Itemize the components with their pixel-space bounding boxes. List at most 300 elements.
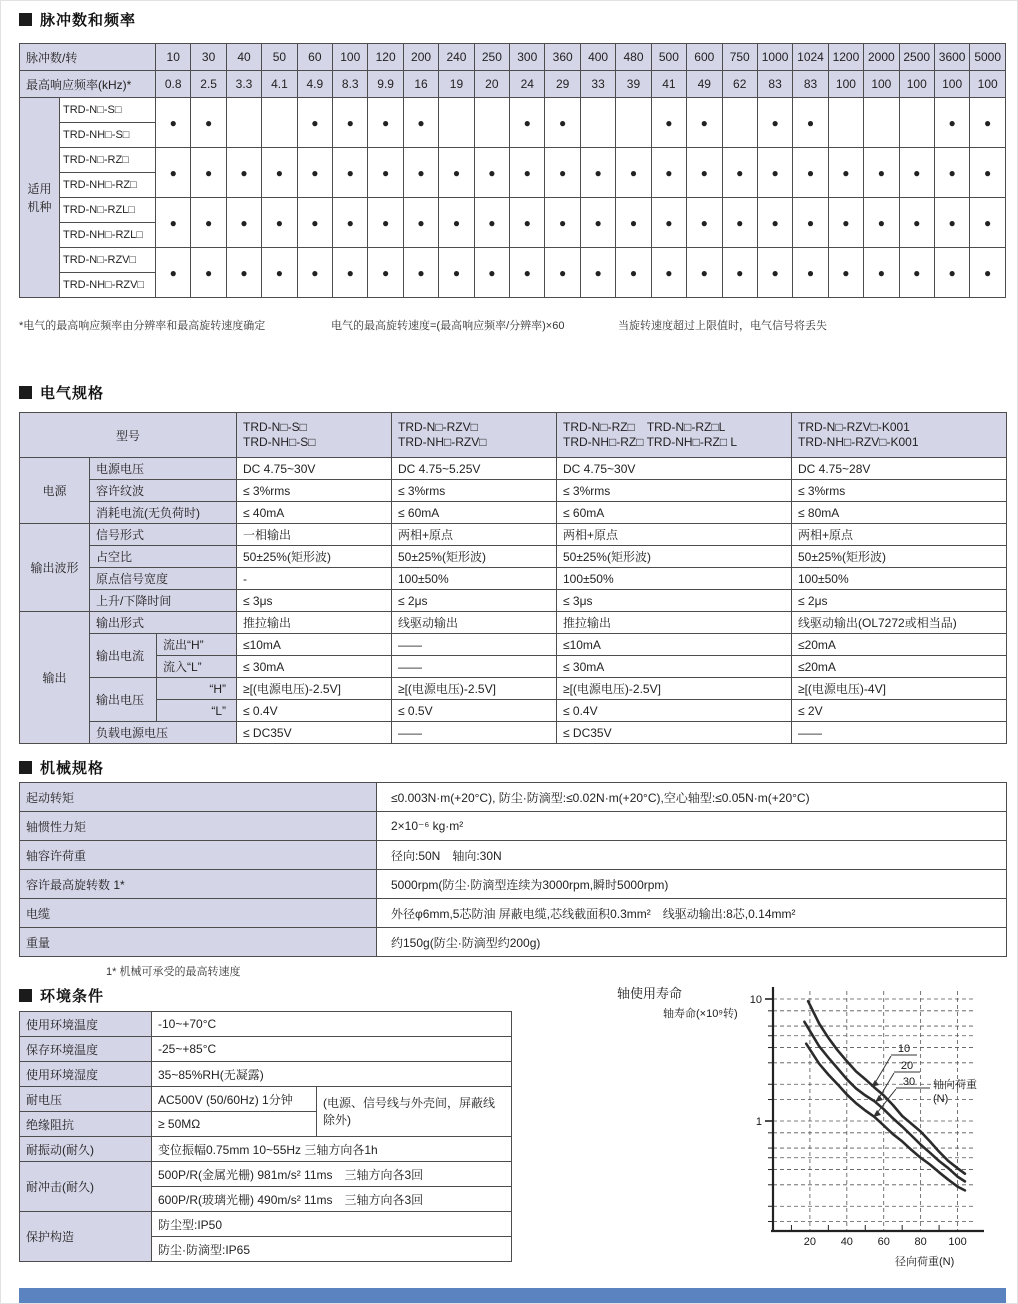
frequency-value: 0.8 [156,71,191,98]
row-ripple [20,480,1007,502]
cell: ≤ 30mA [557,656,792,678]
model-name: TRD-N□-RZV□ [398,420,478,434]
cell: -10~+70°C [152,1012,512,1037]
row-storage-temp [20,1037,512,1062]
chart-y-axis-label: 轴寿命(×10⁹转) [663,1008,738,1020]
frequency-value: 100 [828,71,863,98]
cell: ≤ 3%rms [792,480,1007,502]
applicability-dot-cell: ● [226,198,261,248]
cell: ≤ 3μs [237,590,392,612]
section-square-icon [19,13,32,26]
cell: ≤ 2μs [392,590,557,612]
row-label: 轴惯性力矩 [20,812,377,841]
frequency-value: 33 [580,71,615,98]
pulse-count-value: 240 [439,44,474,71]
cell: —— [392,656,557,678]
group-output-voltage: 输出电压 [90,678,157,722]
row-zero-width [20,568,1007,590]
row-label: 电缆 [20,899,377,928]
applicability-dot-cell: ● [651,148,686,198]
applicability-dot-cell: ● [191,198,226,248]
cell: 两相+原点 [557,524,792,546]
series-label-arrowhead [875,1095,883,1102]
section-heading-electrical [19,382,104,403]
applicability-dot-cell: ● [687,248,722,298]
applicability-dot-cell: ● [970,98,1006,148]
frequency-value: 3.3 [226,71,261,98]
applicability-dot-cell: ● [262,248,297,298]
cell: ≥[(电源电压)-4V] [792,678,1007,700]
electrical-spec-table [19,412,1007,744]
applicability-dot-cell: ● [970,148,1006,198]
applicability-dot-cell: ● [368,198,403,248]
row-label: 电源电压 [90,458,237,480]
applicability-dot-cell: ● [545,248,580,298]
pulse-count-value: 100 [333,44,368,71]
model-row [20,98,1006,123]
applicability-dot-cell: ● [156,198,191,248]
pulse-count-value: 1024 [793,44,828,71]
applicability-dot-cell: ● [191,248,226,298]
applicability-dot-cell [226,98,261,148]
applicability-dot-cell: ● [651,248,686,298]
model-row [20,198,1006,223]
environment-table [19,1011,512,1262]
frequency-value: 29 [545,71,580,98]
pulse-count-value: 500 [651,44,686,71]
applicability-dot-cell: ● [297,98,332,148]
model-name-cell: TRD-NH□-RZV□ [60,273,156,298]
cell: 100±50% [557,568,792,590]
group-output-current: 输出电流 [90,634,157,678]
applicability-dot-cell: ● [439,198,474,248]
cell: ≤ 3%rms [392,480,557,502]
applicability-dot-cell: ● [226,148,261,198]
applicability-dot-cell: ● [934,248,969,298]
applicability-dot-cell: ● [191,98,226,148]
applicability-dot-cell: ● [899,248,934,298]
model-name-cell: TRD-N□-RZ□ [60,148,156,173]
applicability-dot-cell: ● [439,148,474,198]
frequency-value: 100 [934,71,969,98]
applicability-dot-cell: ● [156,148,191,198]
row-max-speed [20,870,1007,899]
pulse-footnote-2: 电气的最高旋转速度=(最高响应频率/分辨率)×60 [331,320,565,332]
applicability-dot-cell: ● [722,248,757,298]
applicability-dot-cell: ● [580,148,615,198]
row-label: 耐电压 [20,1087,152,1112]
cell: ≤ 2V [792,700,1007,722]
cell: 50±25%(矩形波) [237,546,392,568]
mechanical-footnote: 1* 机械可承受的最高转速度 [106,966,241,978]
frequency-value: 9.9 [368,71,403,98]
cell: 约150g(防尘·防滴型约200g) [377,928,1007,957]
frequency-value: 100 [899,71,934,98]
pulse-count-value: 2500 [899,44,934,71]
cell: —— [392,634,557,656]
cell: - [237,568,392,590]
model-name: TRD-N□-RZV□-K001 [798,420,910,434]
cell: 外径φ6mm,5芯防油 屏蔽电缆,芯线截面积0.3mm² 线驱动输出:8芯,0.14mm² [377,899,1007,928]
model-column-rzv [392,413,557,458]
pulse-count-value: 60 [297,44,332,71]
pulse-count-value: 250 [474,44,509,71]
row-label: 保护构造 [20,1212,152,1262]
pulse-count-value: 200 [403,44,438,71]
applicability-dot-cell: ● [793,198,828,248]
applicability-dot-cell: ● [722,148,757,198]
row-rise-fall [20,590,1007,612]
cell: 线驱动输出(OL7272或相当品) [792,612,1007,634]
applicability-dot-cell: ● [970,198,1006,248]
applicability-dot-cell: ● [510,248,545,298]
applicability-dot-cell [262,98,297,148]
applicability-dot-cell: ● [687,98,722,148]
pulse-count-value: 50 [262,44,297,71]
cell: ≤ 3%rms [237,480,392,502]
model-name: TRD-NH□-RZV□-K001 [798,435,919,449]
cell: ≥[(电源电压)-2.5V] [392,678,557,700]
applicability-dot-cell: ● [474,248,509,298]
applicability-dot-cell: ● [545,198,580,248]
footer-bar [19,1288,1006,1303]
row-humidity [20,1062,512,1087]
applicability-dot-cell: ● [191,148,226,198]
row-shaft-load [20,841,1007,870]
applicability-dot-cell: ● [474,148,509,198]
applicability-dot-cell: ● [651,198,686,248]
pulse-footnotes [19,317,1006,333]
section-title: 机械规格 [40,760,105,777]
model-name: TRD-NH□-S□ [243,435,316,449]
applicability-dot-cell: ● [156,248,191,298]
pulse-count-value: 480 [616,44,651,71]
row-current [20,502,1007,524]
pulse-header-row [20,44,1006,71]
cell: ≤10mA [557,634,792,656]
model-name-cell: TRD-NH□-RZ□ [60,173,156,198]
cell: -25~+85°C [152,1037,512,1062]
model-name-cell: TRD-N□-RZL□ [60,198,156,223]
model-name-cell: TRD-NH□-S□ [60,123,156,148]
cell: 两相+原点 [792,524,1007,546]
applicability-dot-cell: ● [864,198,899,248]
chart-title: 轴使用寿命 [617,986,683,1001]
applicability-dot-cell: ● [793,148,828,198]
model-header: 型号 [20,413,237,458]
row-label: 轴容许荷重 [20,841,377,870]
pulse-table-body [20,98,1006,298]
model-name-cell: TRD-NH□-RZL□ [60,223,156,248]
row-withstand-voltage [20,1087,512,1112]
frequency-header-row [20,71,1006,98]
cell: ≥[(电源电压)-2.5V] [237,678,392,700]
applicability-dot-cell: ● [793,248,828,298]
applicability-dot-cell: ● [757,198,792,248]
applicability-dot-cell: ● [545,98,580,148]
series-label-20: 20 [900,1060,914,1072]
row-starting-torque [20,783,1007,812]
row-label: 容许最高旋转数 1* [20,870,377,899]
mechanical-spec-table [19,782,1007,957]
pulse-count-value: 2000 [864,44,899,71]
row-label: 容许纹波 [90,480,237,502]
cell: ≤10mA [237,634,392,656]
applicability-dot-cell: ● [510,198,545,248]
cell: ≤20mA [792,634,1007,656]
applicability-dot-cell: ● [934,198,969,248]
applicability-dot-cell: ● [899,148,934,198]
applicability-dot-cell: ● [403,98,438,148]
cell: 50±25%(矩形波) [792,546,1007,568]
model-name: TRD-N□-S□ [243,420,307,434]
y-tick-label: 1 [755,1116,762,1128]
cell: ≤ 30mA [237,656,392,678]
row-vibration [20,1137,512,1162]
series-label-10: 10 [897,1043,911,1055]
frequency-value: 49 [687,71,722,98]
frequency-value: 24 [510,71,545,98]
applicability-dot-cell: ● [899,198,934,248]
row-label: 绝缘阻抗 [20,1112,152,1137]
cell: 600P/R(玻璃光栅) 490m/s² 11ms 三轴方向各3回 [152,1187,512,1212]
applicable-models-label-line: 机种 [27,199,52,214]
applicable-models-label [20,98,60,298]
applicability-dot-cell: ● [297,198,332,248]
x-tick-label: 100 [948,1236,967,1248]
applicability-dot-cell: ● [651,98,686,148]
section-square-icon [19,989,32,1002]
pulse-count-value: 300 [510,44,545,71]
pulse-count-value: 400 [580,44,615,71]
cell: ≤ 80mA [792,502,1007,524]
cell: DC 4.75~30V [557,458,792,480]
cell: DC 4.75~30V [237,458,392,480]
applicability-dot-cell [899,98,934,148]
applicability-dot-cell: ● [580,248,615,298]
applicability-dot-cell: ● [368,148,403,198]
applicability-dot-cell: ● [616,248,651,298]
cell: DC 4.75~28V [792,458,1007,480]
pulse-footnote-1: *电气的最高响应频率由分辨率和最高旋转速度确定 [19,320,266,332]
row-label: 占空比 [90,546,237,568]
cell: 100±50% [392,568,557,590]
row-load-voltage [20,722,1007,744]
applicability-dot-cell: ● [757,148,792,198]
x-tick-label: 40 [840,1236,853,1248]
pulse-count-value: 600 [687,44,722,71]
cell: 防尘型:IP50 [152,1212,512,1237]
cell: 变位振幅0.75mm 10~55Hz 三轴方向各1h [152,1137,512,1162]
pulse-count-value: 10 [156,44,191,71]
model-column-s [237,413,392,458]
frequency-value: 100 [864,71,899,98]
frequency-value: 100 [970,71,1006,98]
cell: 线驱动输出 [392,612,557,634]
applicability-dot-cell: ● [934,148,969,198]
row-signal-form [20,524,1007,546]
applicability-dot-cell: ● [368,248,403,298]
cell: 100±50% [792,568,1007,590]
frequency-value: 4.1 [262,71,297,98]
cell: 2×10⁻⁶ kg·m² [377,812,1007,841]
row-shock-1 [20,1162,512,1187]
row-label: 重量 [20,928,377,957]
section-square-icon [19,761,32,774]
applicability-dot-cell: ● [439,248,474,298]
cell: 防尘·防滴型:IP65 [152,1237,512,1262]
group-output: 输出 [20,612,90,744]
section-heading-pulse [19,9,136,30]
pulse-count-value: 1000 [757,44,792,71]
series-label-arrowhead [871,1080,879,1087]
frequency-value: 41 [651,71,686,98]
row-voltage-h [20,678,1007,700]
applicability-dot-cell: ● [828,148,863,198]
row-sublabel: 流出“H” [157,634,237,656]
applicability-dot-cell: ● [333,148,368,198]
shaft-life-chart [613,981,1013,1281]
applicability-dot-cell: ● [403,148,438,198]
applicability-dot-cell: ● [757,248,792,298]
x-tick-label: 80 [914,1236,927,1248]
applicability-dot-cell: ● [864,148,899,198]
pulse-count-value: 1200 [828,44,863,71]
row-voltage-l [20,700,1007,722]
applicability-dot-cell: ● [828,248,863,298]
section-heading-environment [19,985,104,1006]
applicability-dot-cell: ● [474,198,509,248]
pulse-frequency-table [19,43,1006,298]
frequency-value: 39 [616,71,651,98]
cell: 径向:50N 轴向:30N [377,841,1007,870]
cell: ≤20mA [792,656,1007,678]
model-name: TRD-NH□-RZV□ [398,435,487,449]
x-tick-label: 60 [877,1236,890,1248]
applicability-dot-cell: ● [793,98,828,148]
withstand-note: (电源、信号线与外壳间，屏蔽线除外) [317,1087,512,1137]
section-heading-mechanical [19,757,104,778]
row-supply-voltage [20,458,1007,480]
cell: 两相+原点 [392,524,557,546]
y-tick-label: 10 [749,994,762,1006]
pulse-count-value: 750 [722,44,757,71]
frequency-value: 8.3 [333,71,368,98]
row-label: 耐振动(耐久) [20,1137,152,1162]
frequency-value: 62 [722,71,757,98]
applicability-dot-cell [828,98,863,148]
row-cable [20,899,1007,928]
cell: ≥[(电源电压)-2.5V] [557,678,792,700]
model-name-cell: TRD-N□-RZV□ [60,248,156,273]
cell: ≤ 60mA [392,502,557,524]
applicability-dot-cell: ● [580,198,615,248]
cell: ≤ 3μs [557,590,792,612]
applicability-dot-cell: ● [864,248,899,298]
pulse-count-value: 3600 [934,44,969,71]
cell: —— [392,722,557,744]
model-name: TRD-NH□-RZ□ TRD-NH□-RZ□ L [563,435,738,449]
applicability-dot-cell: ● [687,148,722,198]
series-label-30: 30 [902,1076,916,1088]
pulse-footnote-3: 当旋转速度超过上限值时，电气信号将丢失 [618,320,827,332]
applicability-dot-cell: ● [333,248,368,298]
applicability-dot-cell: ● [722,198,757,248]
chart-series-group-label: 轴向荷重(N) [933,1079,977,1106]
row-label: 保存环境温度 [20,1037,152,1062]
cell: —— [792,722,1007,744]
model-row [20,248,1006,273]
applicability-dot-cell: ● [687,198,722,248]
applicability-dot-cell: ● [297,148,332,198]
frequency-value: 20 [474,71,509,98]
applicability-dot-cell [864,98,899,148]
section-square-icon [19,386,32,399]
section-title: 脉冲数和频率 [40,12,137,29]
cell: 50±25%(矩形波) [392,546,557,568]
row-sublabel: “L” [157,700,237,722]
cell: 35~85%RH(无凝露) [152,1062,512,1087]
row-source-h [20,634,1007,656]
cell: 5000rpm(防尘·防滴型连续为3000rpm,瞬时5000rpm) [377,870,1007,899]
pulse-count-value: 120 [368,44,403,71]
applicability-dot-cell: ● [262,148,297,198]
group-power: 电源 [20,458,90,524]
model-column-rz [557,413,792,458]
series-label-leader [875,1056,891,1083]
series-label-arrowhead [873,1110,881,1117]
applicability-dot-cell [616,98,651,148]
applicability-dot-cell [722,98,757,148]
applicability-dot-cell [580,98,615,148]
row-sublabel: “H” [157,678,237,700]
row-weight [20,928,1007,957]
applicability-dot-cell: ● [970,248,1006,298]
frequency-value: 2.5 [191,71,226,98]
cell: ≤0.003N·m(+20°C), 防尘·防滴型:≤0.02N·m(+20°C),空心轴型:≤0.05N·m(+20°C) [377,783,1007,812]
applicability-dot-cell: ● [510,148,545,198]
model-name: TRD-N□-RZ□ TRD-N□-RZ□L [563,420,726,434]
cell: ≤ 0.4V [237,700,392,722]
section-title: 电气规格 [40,385,105,402]
frequency-label: 最高响应频率(kHz)* [20,71,156,98]
row-label: 耐冲击(耐久) [20,1162,152,1212]
shaft-life-chart-svg [613,981,1013,1277]
section-title: 环境条件 [40,988,105,1005]
frequency-value: 16 [403,71,438,98]
cell: ≤ 0.5V [392,700,557,722]
applicability-dot-cell: ● [510,98,545,148]
cell: DC 4.75~5.25V [392,458,557,480]
frequency-value: 19 [439,71,474,98]
chart-x-axis-label: 径向荷重(N) [895,1256,955,1268]
row-label: 输出形式 [90,612,237,634]
applicability-dot-cell: ● [403,248,438,298]
applicability-dot-cell: ● [156,98,191,148]
row-operating-temp [20,1012,512,1037]
model-column-k001 [792,413,1007,458]
applicability-dot-cell: ● [403,198,438,248]
applicability-dot-cell: ● [616,148,651,198]
applicability-dot-cell: ● [757,98,792,148]
pulse-count-value: 40 [226,44,261,71]
cell: AC500V (50/60Hz) 1分钟 [152,1087,317,1112]
group-waveform: 输出波形 [20,524,90,612]
applicability-dot-cell: ● [262,198,297,248]
cell: ≤ 40mA [237,502,392,524]
applicability-dot-cell: ● [333,198,368,248]
model-row [20,148,1006,173]
